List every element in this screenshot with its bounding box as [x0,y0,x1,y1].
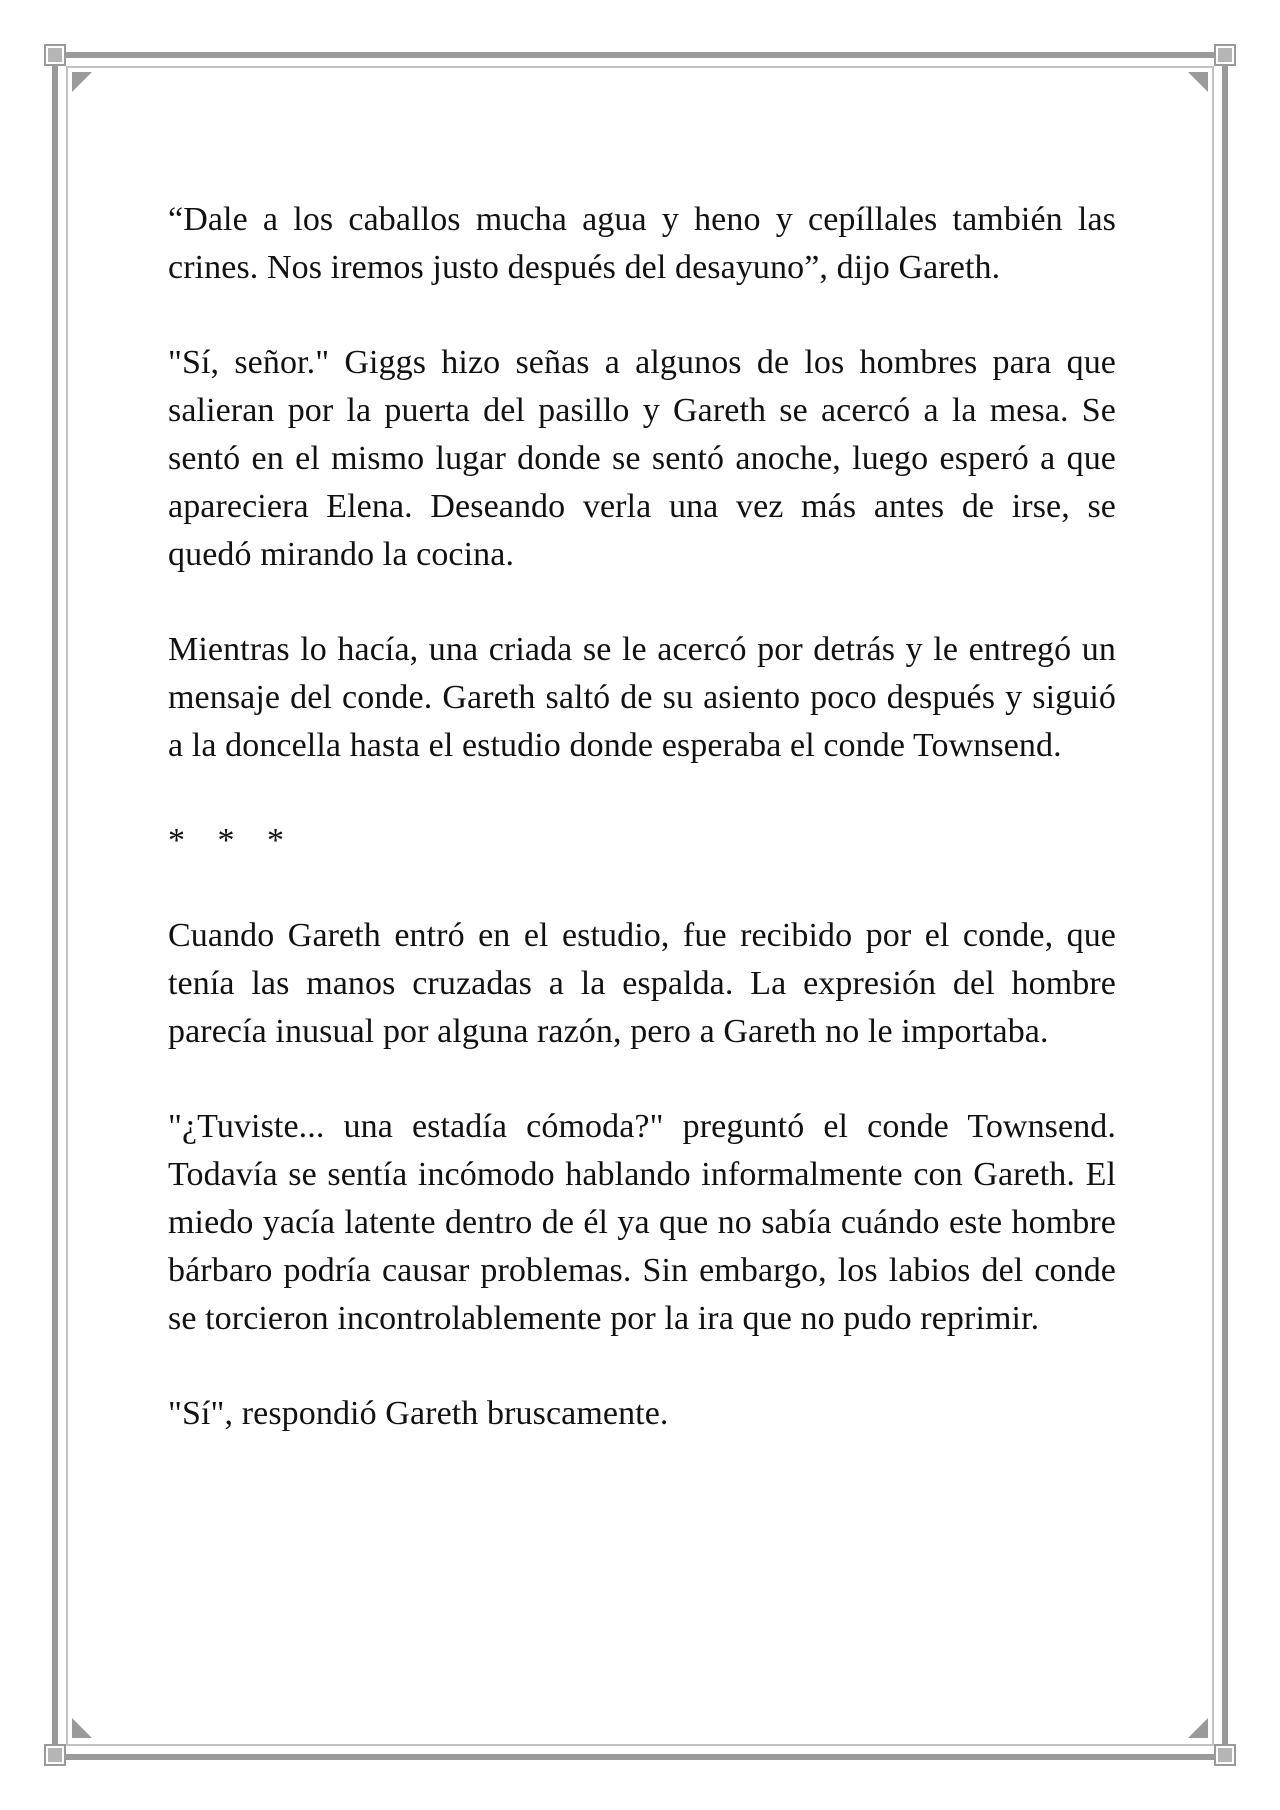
frame-corner-ornament-top-right [1216,46,1234,64]
frame-corner-ornament-bottom-left [46,1746,64,1764]
paragraph-study-entry: Cuando Gareth entró en el estudio, fue recibido por el conde, que tenía las manos cruzadas a la espalda. La expresión del hombre parecía inusual por alguna razón, pero a Gareth no le importaba. [168,917,1116,1050]
frame-corner-ornament-bottom-right [1216,1746,1234,1764]
paragraph-count-question: "¿Tuviste... una estadía cómoda?" preguntó el conde Townsend. Todavía se sentía incómodo hablando informalmente con Gareth. El miedo yacía latente dentro de él ya que no sabía cuándo este hombre bárbaro podría causar problemas. Sin embargo, los labios del conde se torcieron incontrolablemente por la ira que no pudo reprimir. [168,1108,1116,1337]
paragraph-maid-message: Mientras lo hacía, una criada se le acercó por detrás y le entregó un mensaje del conde. Gareth saltó de su asiento poco después y siguió a la doncella hasta el estudio donde esperaba el conde Townsend. [168,631,1116,764]
paragraph-gareth-answer: "Sí", respondió Gareth bruscamente. [168,1395,669,1432]
paragraph-horses-instruction: “Dale a los caballos mucha agua y heno y cepíllales también las crines. Nos iremos justo después del desayuno”, dijo Gareth. [168,201,1116,286]
frame-corner-triangle-bottom-left [72,1718,92,1738]
frame-corner-triangle-top-right [1188,72,1208,92]
scene-break: * * * [168,822,296,859]
frame-corner-ornament-top-left [46,46,64,64]
paragraph-giggs-reply: "Sí, señor." Giggs hizo señas a algunos de los hombres para que salieran por la puerta del pasillo y Gareth se acercó a la mesa. Se sentó en el mismo lugar donde se sentó anoche, luego esperó a que apareciera Elena. Deseando verla una vez más antes de irse, se quedó mirando la cocina. [168,344,1116,573]
frame-corner-triangle-top-left [72,72,92,92]
document-body [168,196,1116,1438]
frame-corner-triangle-bottom-right [1188,1718,1208,1738]
